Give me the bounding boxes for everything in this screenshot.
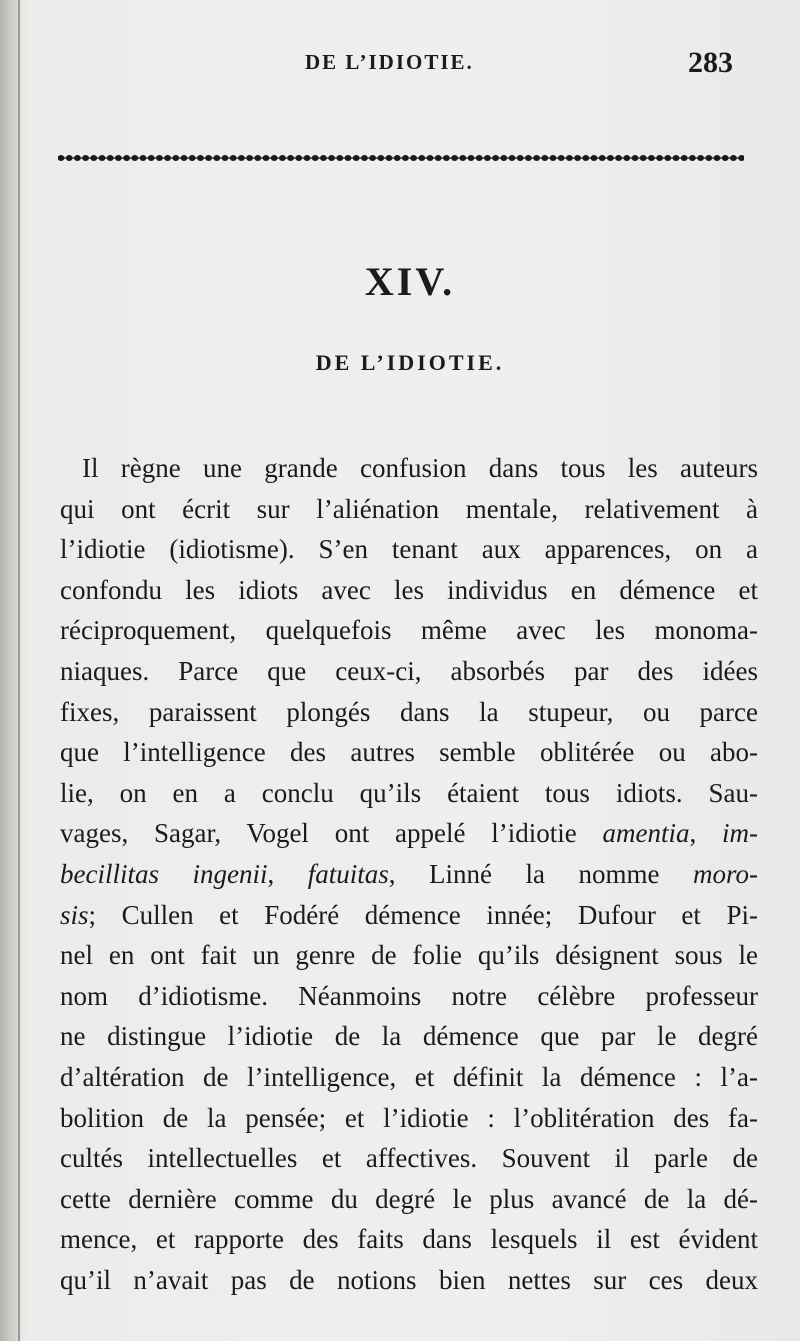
page-number: 283 xyxy=(688,46,733,79)
text-line: nel en ont fait un genre de folie qu’ils désignent sous le xyxy=(60,940,758,971)
text-line: vages, Sagar, Vogel ont appelé l’idiotie amentia, im- xyxy=(60,818,759,849)
text-line: d’altération de l’intelligence, et définit la démence : l’a- xyxy=(60,1061,758,1092)
running-head xyxy=(0,46,800,82)
text-line: becillitas ingenii, fatuitas, Linné la nomme moro- xyxy=(60,858,758,889)
text-line: lie, on en a conclu qu’ils étaient tous idiots. Sau- xyxy=(60,777,758,808)
book-gutter-line xyxy=(18,0,20,1341)
text-line: confondu les idiots avec les individus en démence et xyxy=(60,574,758,605)
text-line: qu’il n’avait pas de notions bien nettes sur ces deux xyxy=(60,1264,758,1295)
text-line: Il règne une grande confusion dans tous les auteurs xyxy=(82,453,758,483)
text-line: qui ont écrit sur l’aliénation mentale, relativement à xyxy=(60,493,758,524)
text-line: mence, et rapporte des faits dans lesquels il est évident xyxy=(60,1224,758,1255)
book-binding-edge xyxy=(0,0,18,1341)
text-line: cette dernière comme du degré le plus avancé de la dé- xyxy=(60,1183,758,1214)
text-line: nom d’idiotisme. Néanmoins notre célèbre professeur xyxy=(60,980,758,1011)
text-line: l’idiotie (idiotisme). S’en tenant aux apparences, on a xyxy=(60,534,758,565)
text-line: niaques. Parce que ceux-ci, absorbés par des idées xyxy=(60,655,758,686)
running-title: DE L’IDIOTIE. xyxy=(305,50,474,74)
text-line: fixes, paraissent plongés dans la stupeur, ou parce xyxy=(60,696,758,727)
text-line: bolition de la pensée; et l’idiotie : l’oblitération des fa- xyxy=(60,1102,758,1133)
chapter-number: XIV. xyxy=(364,259,456,304)
chapter-title: DE L’IDIOTIE. xyxy=(315,350,505,375)
body-text xyxy=(60,448,758,1300)
text-line: que l’intelligence des autres semble oblitérée ou abo- xyxy=(60,737,758,768)
text-line: cultés intellectuelles et affectives. Souvent il parle de xyxy=(60,1143,758,1174)
text-line: sis; Cullen et Fodéré démence innée; Dufour et Pi- xyxy=(60,899,758,930)
text-line: réciproquement, quelquefois même avec les monoma- xyxy=(60,615,758,646)
ornamental-rule xyxy=(58,152,744,164)
text-line: ne distingue l’idiotie de la démence que par le degré xyxy=(60,1021,758,1052)
